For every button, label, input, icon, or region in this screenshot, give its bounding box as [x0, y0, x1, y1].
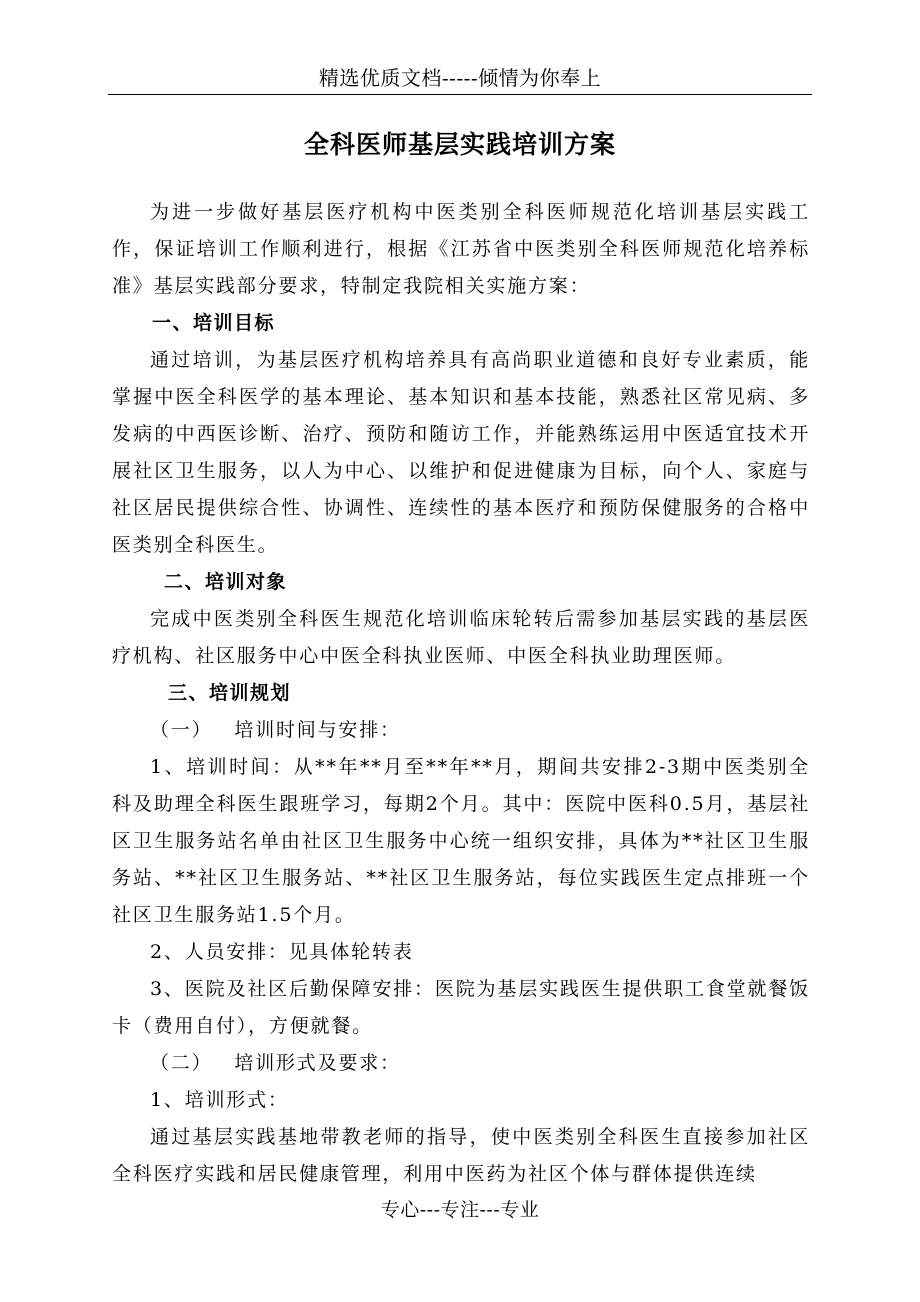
format-paragraph: 通过基层实践基地带教老师的指导，使中医类别全科医生直接参加社区全科医疗实践和居民健康管理，利用中医药为社区个体与群体提供连续 [112, 1126, 810, 1185]
section-heading-plan: 三、培训规划 [168, 682, 292, 704]
page-footer: 专心---专注---专业 [380, 1199, 540, 1221]
header-divider [108, 94, 812, 95]
schedule-item-3: 3、医院及社区后勤保障安排：医院为基层实践医生提供职工食堂就餐饭卡（费用自付），方便就餐。 [112, 978, 810, 1037]
schedule-item-1: 1、培训时间：从**年**月至**年**月，期间共安排2-3期中医类别全科及助理全科医生跟班学习，每期2个月。其中：医院中医科0.5月，基层社区卫生服务站名单由社区卫生服务中心统一组织安排，具体为**社区卫生服务站、**社区卫生服务站、**社区卫生服务站，每位实践医生定点排班一个社区卫生服务站1.5个月。 [112, 756, 810, 926]
section-heading-goals: 一、培训目标 [152, 312, 276, 334]
document-body [112, 194, 810, 1193]
section-heading-targets: 二、培训对象 [164, 571, 288, 593]
schedule-item-2: 2、人员安排：见具体轮转表 [150, 941, 414, 963]
document-title: 全科医师基层实践培训方案 [303, 130, 616, 159]
subsection-heading-schedule [112, 712, 810, 749]
page-header: 精选优质文档-----倾情为你奉上 [318, 66, 602, 90]
goals-paragraph: 通过培训，为基层医疗机构培养具有高尚职业道德和良好专业素质，能掌握中医全科医学的基本理论、基本知识和基本技能，熟悉社区常见病、多发病的中西医诊断、治疗、预防和随访工作，并能熟练运用中医适宜技术开展社区卫生服务，以人为中心、以维护和促进健康为目标，向个人、家庭与社区居民提供综合性、协调性、连续性的基本医疗和预防保健服务的合格中医类别全科医生。 [112, 349, 810, 556]
subsection-title: 培训形式及要求： [234, 1052, 401, 1074]
targets-paragraph: 完成中医类别全科医生规范化培训临床轮转后需参加基层实践的基层医疗机构、社区服务中心中医全科执业医师、中医全科执业助理医师。 [112, 608, 810, 667]
subsection-label: （一） [150, 719, 213, 741]
subsection-label: （二） [150, 1052, 213, 1074]
subsection-title: 培训时间与安排： [234, 719, 401, 741]
subsection-heading-format [112, 1045, 810, 1082]
intro-paragraph: 为进一步做好基层医疗机构中医类别全科医师规范化培训基层实践工作，保证培训工作顺利进行，根据《江苏省中医类别全科医师规范化培养标准》基层实践部分要求，特制定我院相关实施方案： [112, 201, 810, 297]
format-item-1: 1、培训形式： [150, 1089, 289, 1111]
